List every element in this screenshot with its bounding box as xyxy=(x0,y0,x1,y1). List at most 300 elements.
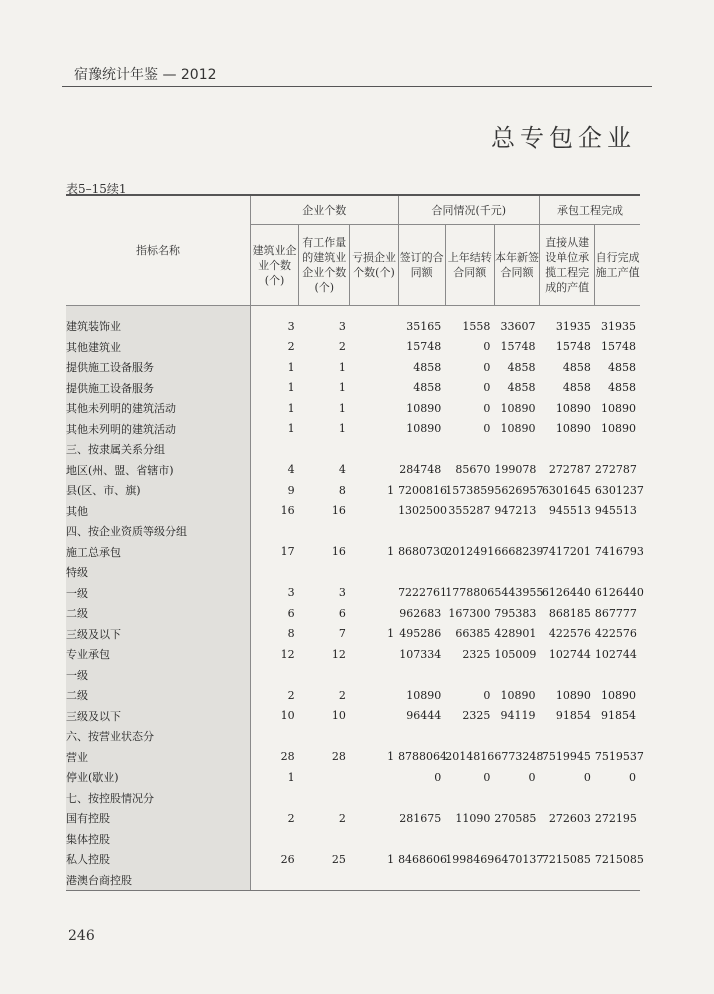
cell-c7: 91854 xyxy=(555,709,591,723)
cell-c4: 284748 xyxy=(399,463,442,477)
cell-c7: 15748 xyxy=(555,340,591,354)
cell-c2: 7 xyxy=(338,627,346,641)
row-name: 其他 xyxy=(66,501,250,522)
cell-c1: 6 xyxy=(287,606,295,620)
table-row xyxy=(66,726,640,747)
cell-c8 xyxy=(595,665,640,686)
header-col-signed-contracts: 签订的合同额 xyxy=(398,225,445,306)
cell-c2 xyxy=(299,829,350,850)
cell-c3 xyxy=(350,419,398,440)
cell-c8 xyxy=(595,439,640,460)
cell-c8 xyxy=(595,788,640,809)
cell-c5: 66385 xyxy=(455,627,491,641)
header-group-enterprises: 企业个数 xyxy=(250,195,398,225)
row-name: 私人控股 xyxy=(66,849,250,870)
cell-c8: 91854 xyxy=(601,709,636,723)
cell-c3 xyxy=(350,501,398,522)
cell-c7: 4858 xyxy=(562,381,591,395)
cell-c8: 6301237 xyxy=(594,483,644,497)
cell-c1: 26 xyxy=(280,852,295,866)
cell-c4 xyxy=(398,665,445,686)
cell-c6 xyxy=(494,870,539,891)
cell-c1: 8 xyxy=(287,627,295,641)
cell-c2 xyxy=(299,439,350,460)
header-spacer-row xyxy=(66,306,640,317)
row-name: 建筑装饰业 xyxy=(66,316,250,337)
cell-c8: 7519537 xyxy=(594,750,644,764)
header-indicator-name: 指标名称 xyxy=(66,195,250,306)
cell-c4 xyxy=(398,726,445,747)
cell-c4: 7222761 xyxy=(398,586,448,600)
cell-c3 xyxy=(350,398,398,419)
cell-c6: 10890 xyxy=(500,401,536,415)
cell-c5: 1998469 xyxy=(445,852,495,866)
cell-c6 xyxy=(494,562,539,583)
cell-c5: 167300 xyxy=(448,606,491,620)
row-name: 其他未列明的建筑活动 xyxy=(66,419,250,440)
row-name: 一级 xyxy=(66,583,250,604)
header-col-new-contracts: 本年新签合同额 xyxy=(494,225,539,306)
cell-c7: 868185 xyxy=(548,606,591,620)
header-group-contracts: 合同情况(千元) xyxy=(398,195,539,225)
cell-c7 xyxy=(540,829,595,850)
table-row xyxy=(66,337,640,358)
cell-c8: 10890 xyxy=(601,688,636,702)
cell-c7 xyxy=(540,521,595,542)
table-row xyxy=(66,829,640,850)
cell-c4: 8468606 xyxy=(398,852,448,866)
cell-c4: 962683 xyxy=(399,606,442,620)
cell-c4: 10890 xyxy=(406,401,442,415)
cell-c3 xyxy=(350,562,398,583)
cell-c8: 10890 xyxy=(601,401,636,415)
cell-c8: 422576 xyxy=(594,627,637,641)
cell-c2 xyxy=(299,767,350,788)
header-col-active-enterprises: 有工作量的建筑业企业个数(个) xyxy=(299,225,350,306)
cell-c5: 1778806 xyxy=(445,586,495,600)
cell-c5: 11090 xyxy=(455,811,491,825)
cell-c1: 1 xyxy=(287,360,295,374)
page-number: 246 xyxy=(68,928,95,944)
cell-c5 xyxy=(445,562,494,583)
row-name: 施工总承包 xyxy=(66,542,250,563)
cell-c6: 10890 xyxy=(500,422,536,436)
cell-c1: 10 xyxy=(280,709,295,723)
cell-c4 xyxy=(398,829,445,850)
cell-c6: 795383 xyxy=(494,606,537,620)
cell-c3 xyxy=(350,808,398,829)
cell-c4 xyxy=(398,439,445,460)
cell-c6: 6668239 xyxy=(494,545,544,559)
cell-c7: 0 xyxy=(583,770,591,784)
cell-c1 xyxy=(250,665,298,686)
cell-c5: 2325 xyxy=(462,709,491,723)
header-col-direct-output: 直接从建设单位承揽工程完成的产值 xyxy=(540,225,595,306)
cell-c1 xyxy=(250,439,298,460)
cell-c7: 422576 xyxy=(548,627,591,641)
cell-c1 xyxy=(250,788,298,809)
cell-c8: 4858 xyxy=(608,381,636,395)
table-row xyxy=(66,849,640,870)
cell-c5: 0 xyxy=(483,401,491,415)
cell-c5: 0 xyxy=(483,340,491,354)
cell-c2: 2 xyxy=(338,688,346,702)
table-row xyxy=(66,316,640,337)
cell-c2 xyxy=(299,521,350,542)
cell-c8 xyxy=(595,521,640,542)
row-name: 三级及以下 xyxy=(66,706,250,727)
table-row xyxy=(66,624,640,645)
cell-c6: 6773248 xyxy=(494,750,544,764)
cell-c8: 272195 xyxy=(594,811,637,825)
cell-c5: 1558 xyxy=(462,319,491,333)
cell-c1: 17 xyxy=(280,545,295,559)
cell-c4: 8788064 xyxy=(398,750,448,764)
running-head-rule xyxy=(62,86,652,87)
header-col-self-output: 自行完成施工产值 xyxy=(595,225,640,306)
cell-c1: 2 xyxy=(287,340,295,354)
cell-c4: 8680730 xyxy=(398,545,448,559)
cell-c3 xyxy=(350,870,398,891)
cell-c6: 428901 xyxy=(494,627,537,641)
cell-c8: 102744 xyxy=(594,647,637,661)
table-row xyxy=(66,808,640,829)
cell-c3 xyxy=(350,521,398,542)
cell-c7: 7417201 xyxy=(541,545,591,559)
cell-c1: 16 xyxy=(280,504,295,518)
cell-c4 xyxy=(398,562,445,583)
table-row xyxy=(66,644,640,665)
table-row xyxy=(66,747,640,768)
cell-c7: 102744 xyxy=(548,647,591,661)
table-row xyxy=(66,378,640,399)
cell-c5 xyxy=(445,829,494,850)
cell-c8: 272787 xyxy=(594,463,637,477)
cell-c5: 355287 xyxy=(448,504,491,518)
cell-c6: 270585 xyxy=(494,811,537,825)
cell-c7 xyxy=(540,439,595,460)
cell-c7: 4858 xyxy=(562,360,591,374)
cell-c5 xyxy=(445,788,494,809)
cell-c3 xyxy=(350,357,398,378)
cell-c5: 1573859 xyxy=(445,483,495,497)
row-name: 地区(州、盟、省辖市) xyxy=(66,460,250,481)
table-row xyxy=(66,562,640,583)
cell-c1: 12 xyxy=(280,647,295,661)
cell-c3 xyxy=(350,726,398,747)
row-name: 提供施工设备服务 xyxy=(66,378,250,399)
cell-c8: 7416793 xyxy=(594,545,644,559)
cell-c6: 5626957 xyxy=(494,483,544,497)
cell-c3: 1 xyxy=(387,545,395,559)
cell-c2 xyxy=(299,665,350,686)
cell-c1: 28 xyxy=(280,750,295,764)
row-name: 国有控股 xyxy=(66,808,250,829)
row-name: 一级 xyxy=(66,665,250,686)
table-row xyxy=(66,419,640,440)
cell-c4: 4858 xyxy=(413,381,442,395)
cell-c7: 7215085 xyxy=(541,852,591,866)
table-row xyxy=(66,603,640,624)
cell-c3 xyxy=(350,767,398,788)
cell-c1: 2 xyxy=(287,811,295,825)
statistics-table xyxy=(66,194,644,891)
cell-c8: 945513 xyxy=(594,504,637,518)
cell-c5 xyxy=(445,870,494,891)
cell-c8: 15748 xyxy=(601,340,636,354)
cell-c2 xyxy=(299,562,350,583)
cell-c1: 4 xyxy=(287,463,295,477)
cell-c2: 2 xyxy=(338,811,346,825)
cell-c7: 272603 xyxy=(548,811,591,825)
cell-c4: 10890 xyxy=(406,688,442,702)
row-name: 专业承包 xyxy=(66,644,250,665)
cell-c4 xyxy=(398,870,445,891)
cell-c4: 0 xyxy=(434,770,442,784)
row-name: 二级 xyxy=(66,685,250,706)
table-row xyxy=(66,357,640,378)
header-group-output: 承包工程完成 xyxy=(540,195,640,225)
cell-c5: 85670 xyxy=(455,463,491,477)
cell-c1 xyxy=(250,562,298,583)
cell-c5: 2012491 xyxy=(445,545,495,559)
table-row xyxy=(66,398,640,419)
cell-c7: 6126440 xyxy=(541,586,591,600)
cell-c3 xyxy=(350,583,398,604)
cell-c4: 281675 xyxy=(399,811,442,825)
cell-c2: 3 xyxy=(338,319,346,333)
cell-c3: 1 xyxy=(387,852,395,866)
cell-c2: 8 xyxy=(338,483,346,497)
cell-c5: 2014816 xyxy=(445,750,495,764)
cell-c8 xyxy=(595,870,640,891)
cell-c2: 1 xyxy=(338,381,346,395)
cell-c6: 5443955 xyxy=(494,586,544,600)
row-name: 二级 xyxy=(66,603,250,624)
cell-c4: 1302500 xyxy=(398,504,448,518)
cell-c4: 107334 xyxy=(399,647,442,661)
row-name: 其他未列明的建筑活动 xyxy=(66,398,250,419)
cell-c1 xyxy=(250,726,298,747)
cell-c7 xyxy=(540,665,595,686)
cell-c8: 867777 xyxy=(594,606,637,620)
cell-c3 xyxy=(350,788,398,809)
cell-c5 xyxy=(445,665,494,686)
cell-c5: 0 xyxy=(483,381,491,395)
cell-c4: 96444 xyxy=(406,709,442,723)
cell-c1 xyxy=(250,521,298,542)
row-name: 其他建筑业 xyxy=(66,337,250,358)
cell-c1: 1 xyxy=(287,381,295,395)
cell-c1: 1 xyxy=(287,422,295,436)
cell-c4 xyxy=(398,788,445,809)
cell-c7 xyxy=(540,562,595,583)
cell-c3 xyxy=(350,644,398,665)
cell-c6: 10890 xyxy=(500,688,536,702)
table-row xyxy=(66,460,640,481)
section-title: 总专包企业 xyxy=(491,124,636,152)
cell-c6: 94119 xyxy=(500,709,536,723)
cell-c8 xyxy=(595,726,640,747)
cell-c6: 0 xyxy=(528,770,536,784)
cell-c6: 199078 xyxy=(494,463,537,477)
cell-c6 xyxy=(494,726,539,747)
cell-c5: 0 xyxy=(483,360,491,374)
cell-c4: 10890 xyxy=(406,422,442,436)
header-col-loss-enterprises: 亏损企业个数(个) xyxy=(350,225,398,306)
cell-c7: 10890 xyxy=(555,688,591,702)
row-name: 集体控股 xyxy=(66,829,250,850)
table-row xyxy=(66,788,640,809)
cell-c6: 15748 xyxy=(500,340,536,354)
cell-c1: 1 xyxy=(287,770,295,784)
cell-c4: 15748 xyxy=(406,340,442,354)
cell-c1: 1 xyxy=(287,401,295,415)
cell-c3 xyxy=(350,603,398,624)
cell-c2: 3 xyxy=(338,586,346,600)
cell-c5 xyxy=(445,521,494,542)
cell-c8: 6126440 xyxy=(594,586,644,600)
row-name: 提供施工设备服务 xyxy=(66,357,250,378)
cell-c7: 272787 xyxy=(548,463,591,477)
cell-c7: 6301645 xyxy=(541,483,591,497)
table-row xyxy=(66,480,640,501)
table-row xyxy=(66,521,640,542)
cell-c1: 9 xyxy=(287,483,295,497)
cell-c1: 2 xyxy=(287,688,295,702)
cell-c6: 33607 xyxy=(500,319,536,333)
cell-c3: 1 xyxy=(387,750,395,764)
cell-c3 xyxy=(350,665,398,686)
cell-c7 xyxy=(540,726,595,747)
row-name: 六、按营业状态分 xyxy=(66,726,250,747)
cell-c2 xyxy=(299,788,350,809)
cell-c4: 7200816 xyxy=(398,483,448,497)
table-label: 表5–15续1 xyxy=(66,182,127,196)
cell-c2: 16 xyxy=(331,504,346,518)
cell-c6: 947213 xyxy=(494,504,537,518)
table-row xyxy=(66,439,640,460)
cell-c3 xyxy=(350,439,398,460)
cell-c8 xyxy=(595,562,640,583)
cell-c7: 10890 xyxy=(555,422,591,436)
cell-c3 xyxy=(350,337,398,358)
cell-c2: 28 xyxy=(331,750,346,764)
table-row xyxy=(66,767,640,788)
row-name: 停业(歇业) xyxy=(66,767,250,788)
cell-c2 xyxy=(299,726,350,747)
cell-c8: 4858 xyxy=(608,360,636,374)
cell-c2: 25 xyxy=(331,852,346,866)
cell-c7: 10890 xyxy=(555,401,591,415)
cell-c2: 1 xyxy=(338,360,346,374)
row-name: 营业 xyxy=(66,747,250,768)
cell-c6 xyxy=(494,439,539,460)
cell-c2: 6 xyxy=(338,606,346,620)
cell-c3 xyxy=(350,685,398,706)
cell-c6: 6470137 xyxy=(494,852,544,866)
table-body xyxy=(66,306,644,891)
row-name: 四、按企业资质等级分组 xyxy=(66,521,250,542)
cell-c3: 1 xyxy=(387,483,395,497)
cell-c5: 0 xyxy=(483,422,491,436)
cell-c5 xyxy=(445,726,494,747)
cell-c1 xyxy=(250,829,298,850)
cell-c6 xyxy=(494,829,539,850)
cell-c3 xyxy=(350,829,398,850)
cell-c2: 16 xyxy=(331,545,346,559)
cell-c6: 4858 xyxy=(507,360,536,374)
table-row xyxy=(66,685,640,706)
cell-c6 xyxy=(494,788,539,809)
cell-c2: 1 xyxy=(338,401,346,415)
cell-c8: 31935 xyxy=(601,319,636,333)
cell-c6: 4858 xyxy=(507,381,536,395)
cell-c7 xyxy=(540,870,595,891)
cell-c3: 1 xyxy=(387,627,395,641)
cell-c1: 3 xyxy=(287,586,295,600)
cell-c8: 10890 xyxy=(601,422,636,436)
cell-c8: 0 xyxy=(629,770,636,784)
table-row xyxy=(66,542,640,563)
cell-c6 xyxy=(494,665,539,686)
cell-c3 xyxy=(350,706,398,727)
cell-c1: 3 xyxy=(287,319,295,333)
cell-c2: 1 xyxy=(338,422,346,436)
table-row xyxy=(66,583,640,604)
cell-c4: 35165 xyxy=(406,319,442,333)
cell-c7: 7519945 xyxy=(541,750,591,764)
cell-c5: 0 xyxy=(483,688,491,702)
cell-c6 xyxy=(494,521,539,542)
running-head: 宿豫统计年鉴 — 2012 xyxy=(74,67,217,83)
cell-c5 xyxy=(445,439,494,460)
cell-c8 xyxy=(595,829,640,850)
header-col-carried-over: 上年结转合同额 xyxy=(445,225,494,306)
table-row xyxy=(66,501,640,522)
table-row xyxy=(66,706,640,727)
cell-c2: 10 xyxy=(331,709,346,723)
row-name: 县(区、市、旗) xyxy=(66,480,250,501)
cell-c4: 4858 xyxy=(413,360,442,374)
cell-c3 xyxy=(350,460,398,481)
table-row xyxy=(66,870,640,891)
cell-c7: 945513 xyxy=(548,504,591,518)
row-name: 三级及以下 xyxy=(66,624,250,645)
table-row xyxy=(66,665,640,686)
cell-c2: 2 xyxy=(338,340,346,354)
header-col-enterprises: 建筑业企业个数(个) xyxy=(250,225,298,306)
row-name: 港澳台商控股 xyxy=(66,870,250,891)
cell-c5: 2325 xyxy=(462,647,491,661)
cell-c2 xyxy=(299,870,350,891)
cell-c3 xyxy=(350,316,398,337)
cell-c2: 4 xyxy=(338,463,346,477)
cell-c8: 7215085 xyxy=(594,852,644,866)
cell-c1 xyxy=(250,870,298,891)
cell-c2: 12 xyxy=(331,647,346,661)
cell-c7 xyxy=(540,788,595,809)
cell-c7: 31935 xyxy=(555,319,591,333)
cell-c3 xyxy=(350,378,398,399)
row-name: 三、按隶属关系分组 xyxy=(66,439,250,460)
cell-c4 xyxy=(398,521,445,542)
row-name: 七、按控股情况分 xyxy=(66,788,250,809)
cell-c6: 105009 xyxy=(494,647,537,661)
cell-c5: 0 xyxy=(483,770,491,784)
cell-c4: 495286 xyxy=(399,627,442,641)
row-name: 特级 xyxy=(66,562,250,583)
